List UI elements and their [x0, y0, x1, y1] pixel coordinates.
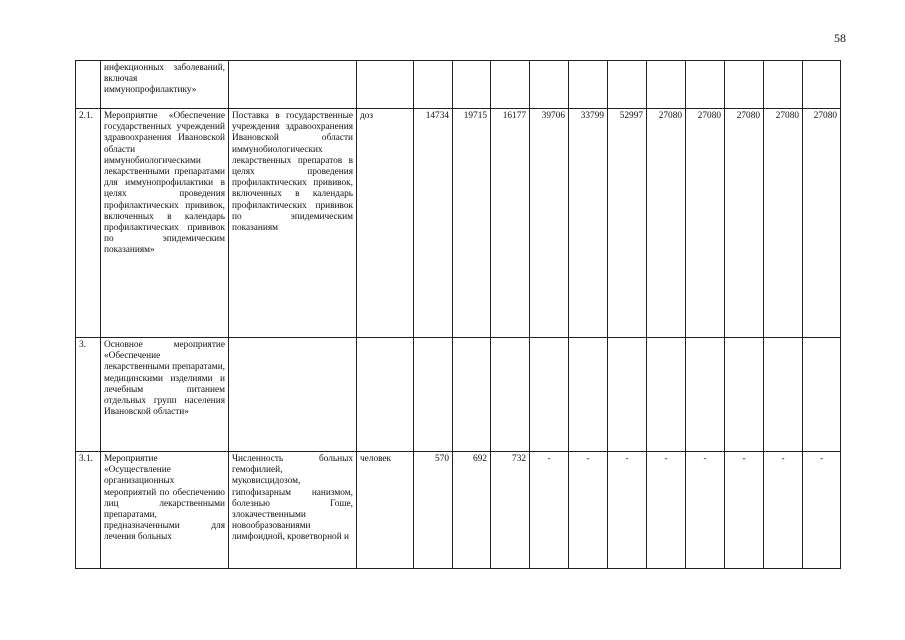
value-cell: 27080 — [725, 109, 764, 338]
value-cell — [686, 61, 725, 109]
value-cell: 16177 — [491, 109, 530, 338]
value-cell — [764, 61, 803, 109]
measure-name: Основное мероприятие «Обеспечение лекарственными препаратами, медицинскими изделиями и лечебным питанием отдельных групп населения Ивановской области» — [101, 338, 229, 452]
value-cell: 39706 — [530, 109, 569, 338]
value-cell: - — [803, 452, 841, 569]
value-cell — [764, 338, 803, 452]
row-number: 3. — [76, 338, 101, 452]
measure-name: Мероприятие «Осуществление организационных мероприятий по обеспечению лиц лекарственными препаратами, предназначенными для лечения больных — [101, 452, 229, 569]
value-cell: 27080 — [647, 109, 686, 338]
value-cell — [647, 61, 686, 109]
unit-cell: доз — [357, 109, 414, 338]
value-cell — [647, 338, 686, 452]
value-cell — [414, 338, 453, 452]
indicator-name: Численность больных гемофилией, муковисцидозом, гипофизарным нанизмом, болезнью Гоше, злокачественными новообразованиями лимфоидной, кроветворной и — [229, 452, 357, 569]
value-cell — [414, 61, 453, 109]
indicator-name — [229, 338, 357, 452]
value-cell — [453, 61, 491, 109]
value-cell: 27080 — [803, 109, 841, 338]
indicator-name: Поставка в государственные учреждения здравоохранения Ивановской области иммунобиологических лекарственных препаратов в целях проведения профилактических прививок, включенных в календарь профилактических прививок по эпидемическим показаниям — [229, 109, 357, 338]
row-number — [76, 61, 101, 109]
row-number: 3.1. — [76, 452, 101, 569]
table-row — [76, 452, 841, 569]
unit-cell — [357, 61, 414, 109]
value-cell — [491, 338, 530, 452]
indicator-name — [229, 61, 357, 109]
value-cell: - — [530, 452, 569, 569]
value-cell — [803, 338, 841, 452]
value-cell — [608, 61, 647, 109]
value-cell — [608, 338, 647, 452]
value-cell: 33799 — [569, 109, 608, 338]
measure-name: Мероприятие «Обеспечение государственных учреждений здравоохранения Ивановской области иммунобиологическими лекарственными препаратами для иммунопрофилактики в целях проведения профилактических прививок, включенных в календарь профилактических прививок по эпидемическим показаниям» — [101, 109, 229, 338]
value-cell — [569, 338, 608, 452]
page-number: 58 — [834, 31, 846, 45]
table-row — [76, 61, 841, 109]
value-cell: 570 — [414, 452, 453, 569]
value-cell — [725, 61, 764, 109]
value-cell — [725, 338, 764, 452]
value-cell: - — [569, 452, 608, 569]
value-cell — [453, 338, 491, 452]
value-cell: - — [725, 452, 764, 569]
value-cell: - — [764, 452, 803, 569]
value-cell — [569, 61, 608, 109]
value-cell: - — [647, 452, 686, 569]
table-row — [76, 338, 841, 452]
value-cell: 52997 — [608, 109, 647, 338]
value-cell — [530, 338, 569, 452]
value-cell: 732 — [491, 452, 530, 569]
unit-cell — [357, 338, 414, 452]
value-cell — [530, 61, 569, 109]
value-cell — [803, 61, 841, 109]
value-cell: 14734 — [414, 109, 453, 338]
value-cell: 19715 — [453, 109, 491, 338]
table-row — [76, 109, 841, 338]
value-cell: 27080 — [764, 109, 803, 338]
data-table — [75, 60, 841, 569]
measure-name: инфекционных заболеваний, включая иммунопрофилактику» — [101, 61, 229, 109]
value-cell — [686, 338, 725, 452]
value-cell: - — [686, 452, 725, 569]
value-cell: 27080 — [686, 109, 725, 338]
row-number: 2.1. — [76, 109, 101, 338]
value-cell: - — [608, 452, 647, 569]
value-cell: 692 — [453, 452, 491, 569]
value-cell — [491, 61, 530, 109]
unit-cell: человек — [357, 452, 414, 569]
